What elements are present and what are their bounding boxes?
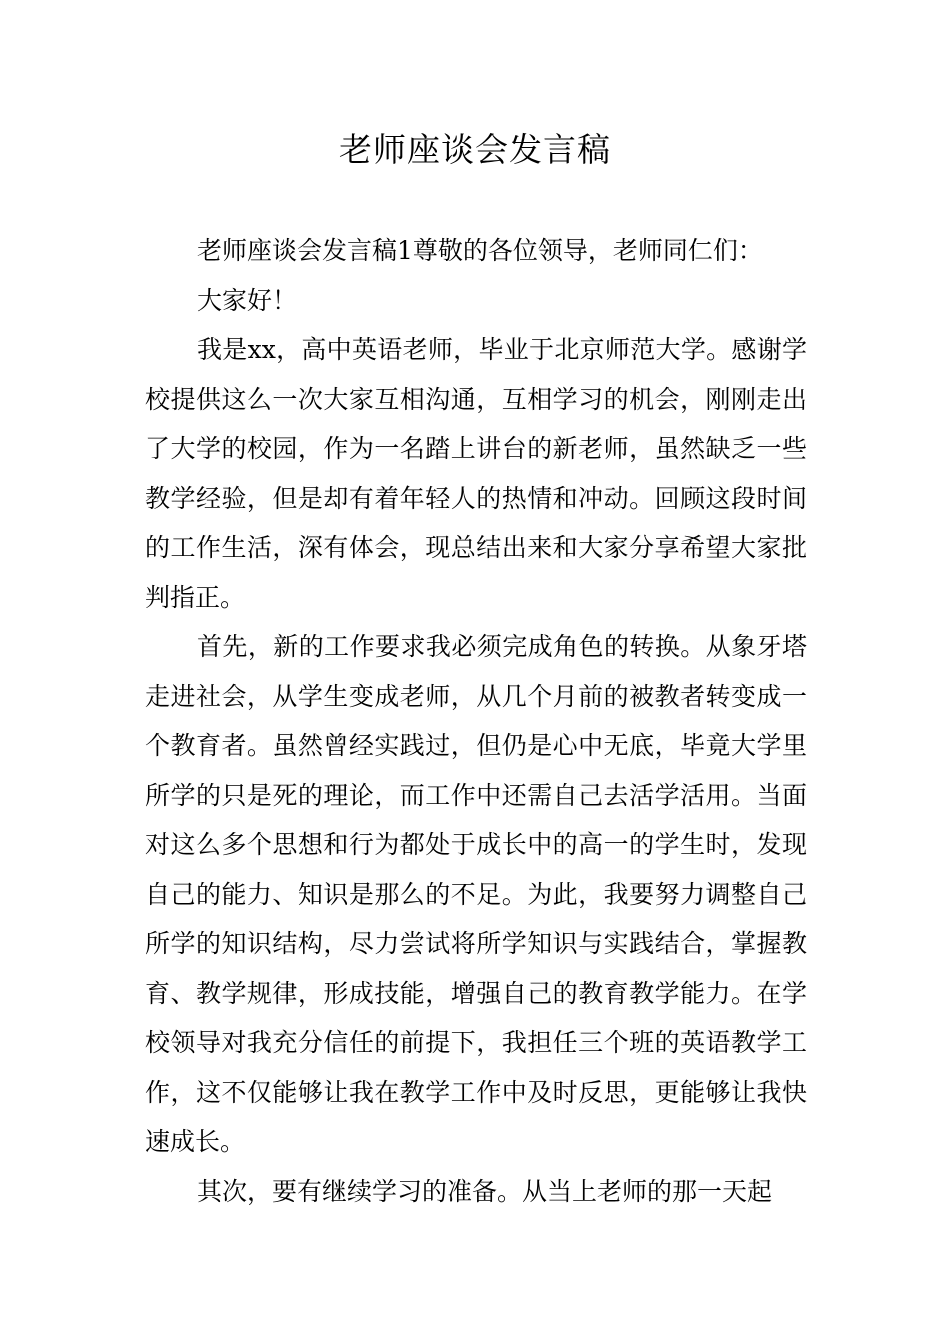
paragraph-continued-learning: 其次，要有继续学习的准备。从当上老师的那一天起 — [197, 1176, 773, 1206]
paragraph-role-transition: 首先，新的工作要求我必须完成角色的转换。从象牙塔走进社会，从学生变成老师，从几个月前的被教者转变成一个教育者。虽然曾经实践过，但仍是心中无底，毕竟大学里所学的只是死的理论，而工作中还需自己去活学活用。当面对这么多个思想和行为都处于成长中的高一的学生时，发现自己的能力、知识是那么的不足。为此，我要努力调整自己所学的知识结构，尽力尝试将所学知识与实践结合，掌握教育、教学规律，形成技能，增强自己的教育教学能力。在学校领导对我充分信任的前提下，我担任三个班的英语教学工作，这不仅能够让我在教学工作中及时反思，更能够让我快速成长。 — [145, 632, 807, 1156]
paragraph-hello: 大家好！ — [197, 285, 298, 315]
document-body — [145, 226, 807, 1216]
document-title: 老师座谈会发言稿 — [339, 130, 611, 169]
paragraph-introduction: 我是xx，高中英语老师，毕业于北京师范大学。感谢学校提供这么一次大家互相沟通，互相学习的机会，刚刚走出了大学的校园，作为一名踏上讲台的新老师，虽然缺乏一些教学经验，但是却有着年轻人的热情和冲动。回顾这段时间的工作生活，深有体会，现总结出来和大家分享希望大家批判指正。 — [145, 335, 807, 612]
paragraph-greeting: 老师座谈会发言稿1尊敬的各位领导，老师同仁们： — [197, 236, 763, 265]
